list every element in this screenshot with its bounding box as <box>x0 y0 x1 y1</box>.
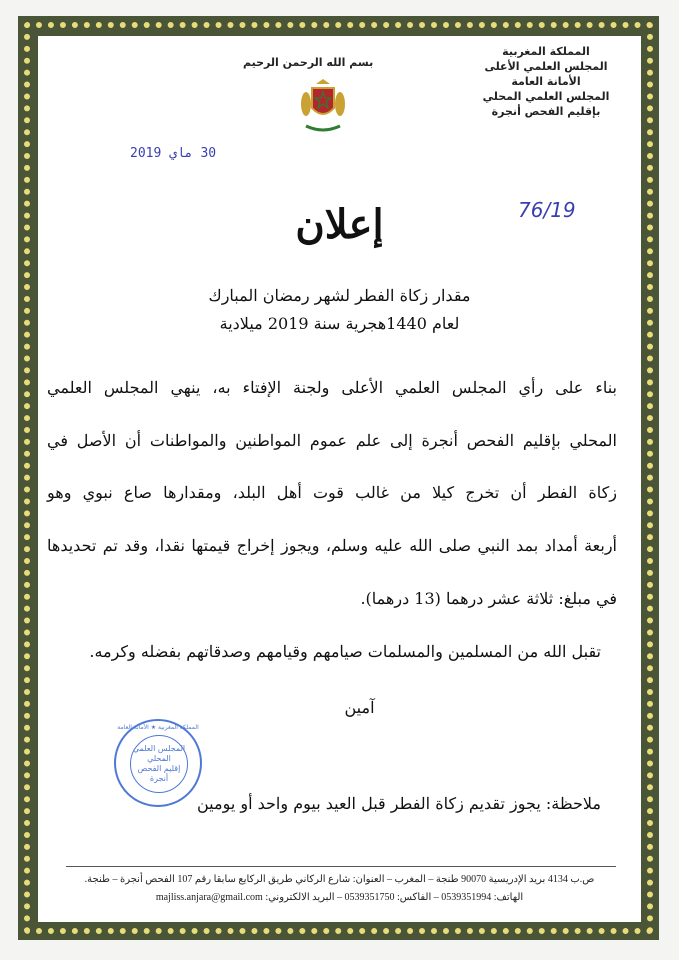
body-line: المحلي بإقليم الفحص أنجرة إلى علم عموم المواطنين والمواطنات أن الأصل في <box>47 431 617 450</box>
subtitle: مقدار زكاة الفطر لشهر رمضان المبارك <box>208 286 471 305</box>
body-line: بناء على رأي المجلس العلمي الأعلى ولجنة الإفتاء به، ينهي المجلس العلمي <box>47 378 617 397</box>
body-line: أربعة أمداد بمد النبي صلى الله عليه وسلم، ويجوز إخراج قيمتها نقدا، وقد تم تحديدها <box>47 536 617 555</box>
subtitle-year: لعام 1440هجرية سنة 2019 ميلادية <box>219 314 460 333</box>
amen: آمين <box>344 698 375 717</box>
seal-text: المحلي <box>147 754 171 763</box>
page-title: إعلان <box>295 201 384 248</box>
header-line: المجلس العلمي الأعلى <box>484 60 608 73</box>
footer-contact: الهاتف: 0539351994 – الفاكس: 0539351750 – البريد الالكتروني: majliss.anjara@gmail.com <box>155 892 524 903</box>
seal-text: أنجرة <box>149 774 169 783</box>
basmala: بسم الله الرحمن الرحيم <box>243 56 374 69</box>
footer-address: ص.ب 4134 بريد الإدريسية 90070 طنجة – المغرب – العنوان: شارع الركاني طريق الركايع سابقا رقم 107 الفحص أنجرة – طنجة. <box>84 874 595 885</box>
header-line: الأمانة العامة <box>511 75 581 88</box>
seal-text: المجلس العلمي <box>132 744 186 753</box>
header-line: المجلس العلمي المحلي <box>482 90 610 103</box>
closing-prayer: تقبل الله من المسلمين والمسلمات صيامهم وقيامهم وصدقاتهم بفضله وكرمه. <box>89 642 601 661</box>
note: ملاحظة: يجوز تقديم زكاة الفطر قبل العيد بيوم واحد أو يومين <box>197 794 601 813</box>
header-line: المملكة المغربية <box>502 45 590 58</box>
seal-ring-text: المملكة المغربية ★ الأمانة العامة <box>117 724 199 731</box>
document-page <box>38 36 641 922</box>
body-line: زكاة الفطر أن تخرج كيلا من غالب قوت أهل البلد، ومقدارها صاع نبوي وهو <box>47 483 617 502</box>
seal-text: إقليم الفحص <box>137 764 181 773</box>
issuer-header <box>471 44 621 119</box>
coat-of-arms-icon <box>300 78 346 136</box>
date-stamp: 30 ماي 2019 <box>130 146 217 161</box>
footer-divider <box>66 866 616 867</box>
header-line: بإقليم الفحص أنجرة <box>491 105 601 118</box>
body-line: في مبلغ: ثلاثة عشر درهما (13 درهما). <box>360 589 617 608</box>
reference-number: 76/19 <box>518 198 576 222</box>
